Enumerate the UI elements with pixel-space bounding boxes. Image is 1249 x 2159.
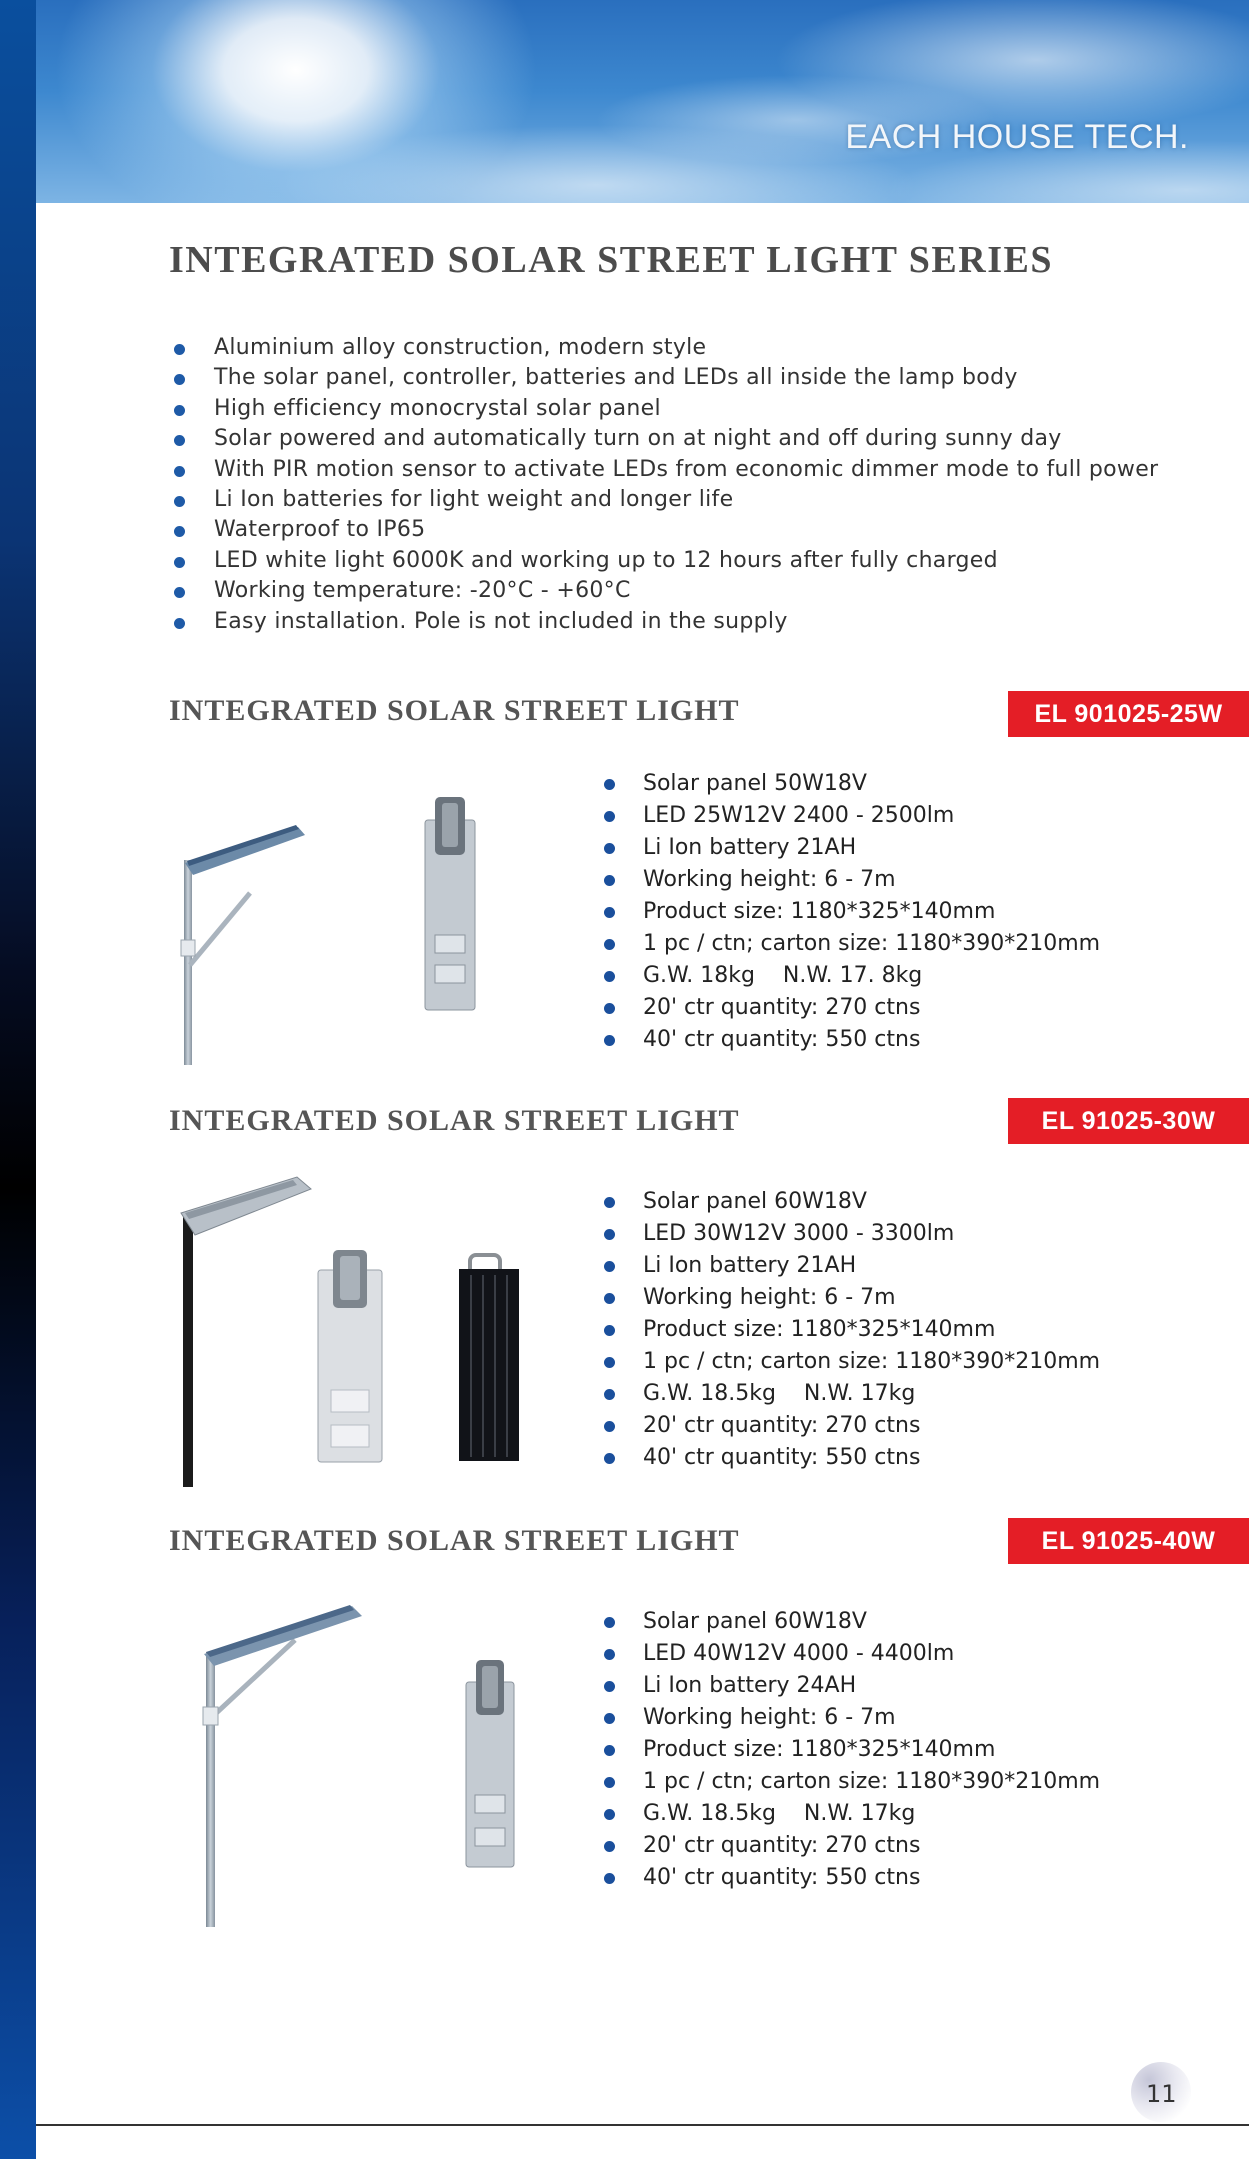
bullet-icon [604, 1293, 615, 1304]
lamp-body-photo [315, 1250, 385, 1465]
bullet-icon [604, 875, 615, 886]
feature-item: Li Ion batteries for light weight and longer life [169, 485, 1158, 515]
model-badge: EL 91025-40W [1008, 1518, 1249, 1564]
spec-item: G.W. 18.5kg N.W. 17kg [598, 1798, 1100, 1830]
feature-item: Working temperature: -20°C - +60°C [169, 576, 1158, 606]
spec-item: Solar panel 60W18V [598, 1186, 1100, 1218]
spec-item: 20' ctr quantity: 270 ctns [598, 1830, 1100, 1862]
page-number: 11 [1146, 2080, 1177, 2108]
bullet-icon [604, 1841, 615, 1852]
bullet-icon [604, 1873, 615, 1884]
bullet-icon [604, 1357, 615, 1368]
lamp-body-photo [460, 1660, 520, 1870]
feature-item: LED white light 6000K and working up to 12 hours after fully charged [169, 546, 1158, 576]
spec-item: G.W. 18kg N.W. 17. 8kg [598, 960, 1100, 992]
street-light-photo [175, 1175, 315, 1487]
spec-item: 40' ctr quantity: 550 ctns [598, 1024, 1100, 1056]
bullet-icon [604, 1421, 615, 1432]
model-badge: EL 901025-25W [1008, 691, 1249, 737]
spec-item: 40' ctr quantity: 550 ctns [598, 1442, 1100, 1474]
bullet-icon [174, 526, 185, 537]
spec-item: Li Ion battery 21AH [598, 1250, 1100, 1282]
feature-item: High efficiency monocrystal solar panel [169, 394, 1158, 424]
spec-item: Working height: 6 - 7m [598, 1282, 1100, 1314]
lamp-body-photo [415, 795, 485, 1015]
spec-item: 1 pc / ctn; carton size: 1180*390*210mm [598, 1346, 1100, 1378]
bullet-icon [604, 939, 615, 950]
product-title: INTEGRATED SOLAR STREET LIGHT [169, 694, 740, 727]
brand-name: EACH HOUSE TECH. [845, 118, 1189, 156]
bullet-icon [174, 496, 185, 507]
spec-item: 1 pc / ctn; carton size: 1180*390*210mm [598, 928, 1100, 960]
bullet-icon [604, 1325, 615, 1336]
bullet-icon [604, 1745, 615, 1756]
bullet-icon [174, 466, 185, 477]
spec-list [598, 1606, 1100, 1894]
bullet-icon [604, 1197, 615, 1208]
bullet-icon [174, 344, 185, 355]
feature-item: Easy installation. Pole is not included in the supply [169, 607, 1158, 637]
feature-item: The solar panel, controller, batteries and LEDs all inside the lamp body [169, 363, 1158, 393]
bullet-icon [604, 1389, 615, 1400]
product-title: INTEGRATED SOLAR STREET LIGHT [169, 1104, 740, 1137]
spec-item: LED 25W12V 2400 - 2500lm [598, 800, 1100, 832]
feature-item: With PIR motion sensor to activate LEDs from economic dimmer mode to full power [169, 455, 1158, 485]
bullet-icon [604, 1681, 615, 1692]
spec-list [598, 1186, 1100, 1474]
bullet-icon [604, 1649, 615, 1660]
spec-item: Product size: 1180*325*140mm [598, 1314, 1100, 1346]
product-title: INTEGRATED SOLAR STREET LIGHT [169, 1524, 740, 1557]
bullet-icon [604, 1035, 615, 1046]
spec-item: Product size: 1180*325*140mm [598, 896, 1100, 928]
bullet-icon [604, 1003, 615, 1014]
bullet-icon [604, 811, 615, 822]
bullet-icon [604, 907, 615, 918]
bullet-icon [174, 405, 185, 416]
spec-item: LED 40W12V 4000 - 4400lm [598, 1638, 1100, 1670]
feature-list [169, 333, 1158, 637]
bullet-icon [604, 843, 615, 854]
spec-item: 20' ctr quantity: 270 ctns [598, 992, 1100, 1024]
bullet-icon [174, 435, 185, 446]
bullet-icon [604, 1229, 615, 1240]
sky-banner [36, 0, 1249, 203]
bullet-icon [174, 557, 185, 568]
spec-item: 1 pc / ctn; carton size: 1180*390*210mm [598, 1766, 1100, 1798]
bullet-icon [604, 1261, 615, 1272]
spec-item: Solar panel 50W18V [598, 768, 1100, 800]
bullet-icon [604, 1617, 615, 1628]
bullet-icon [604, 1453, 615, 1464]
spec-list [598, 768, 1100, 1056]
page-title: INTEGRATED SOLAR STREET LIGHT SERIES [169, 239, 1053, 281]
spec-item: Solar panel 60W18V [598, 1606, 1100, 1638]
feature-item: Aluminium alloy construction, modern style [169, 333, 1158, 363]
spec-item: 40' ctr quantity: 550 ctns [598, 1862, 1100, 1894]
model-badge: EL 91025-30W [1008, 1098, 1249, 1144]
solar-panel-photo [455, 1253, 525, 1463]
side-color-band [0, 0, 36, 2159]
spec-item: Product size: 1180*325*140mm [598, 1734, 1100, 1766]
bullet-icon [604, 1777, 615, 1788]
bullet-icon [604, 971, 615, 982]
spec-item: LED 30W12V 3000 - 3300lm [598, 1218, 1100, 1250]
spec-item: 20' ctr quantity: 270 ctns [598, 1410, 1100, 1442]
street-light-photo [200, 1602, 370, 1927]
spec-item: Working height: 6 - 7m [598, 1702, 1100, 1734]
spec-item: Li Ion battery 21AH [598, 832, 1100, 864]
feature-item: Waterproof to IP65 [169, 515, 1158, 545]
bullet-icon [604, 779, 615, 790]
feature-item: Solar powered and automatically turn on at night and off during sunny day [169, 424, 1158, 454]
footer-divider [36, 2124, 1249, 2126]
spec-item: Li Ion battery 24AH [598, 1670, 1100, 1702]
bullet-icon [604, 1809, 615, 1820]
bullet-icon [174, 374, 185, 385]
spec-item: G.W. 18.5kg N.W. 17kg [598, 1378, 1100, 1410]
spec-item: Working height: 6 - 7m [598, 864, 1100, 896]
bullet-icon [174, 587, 185, 598]
bullet-icon [174, 618, 185, 629]
bullet-icon [604, 1713, 615, 1724]
street-light-photo [175, 815, 315, 1065]
